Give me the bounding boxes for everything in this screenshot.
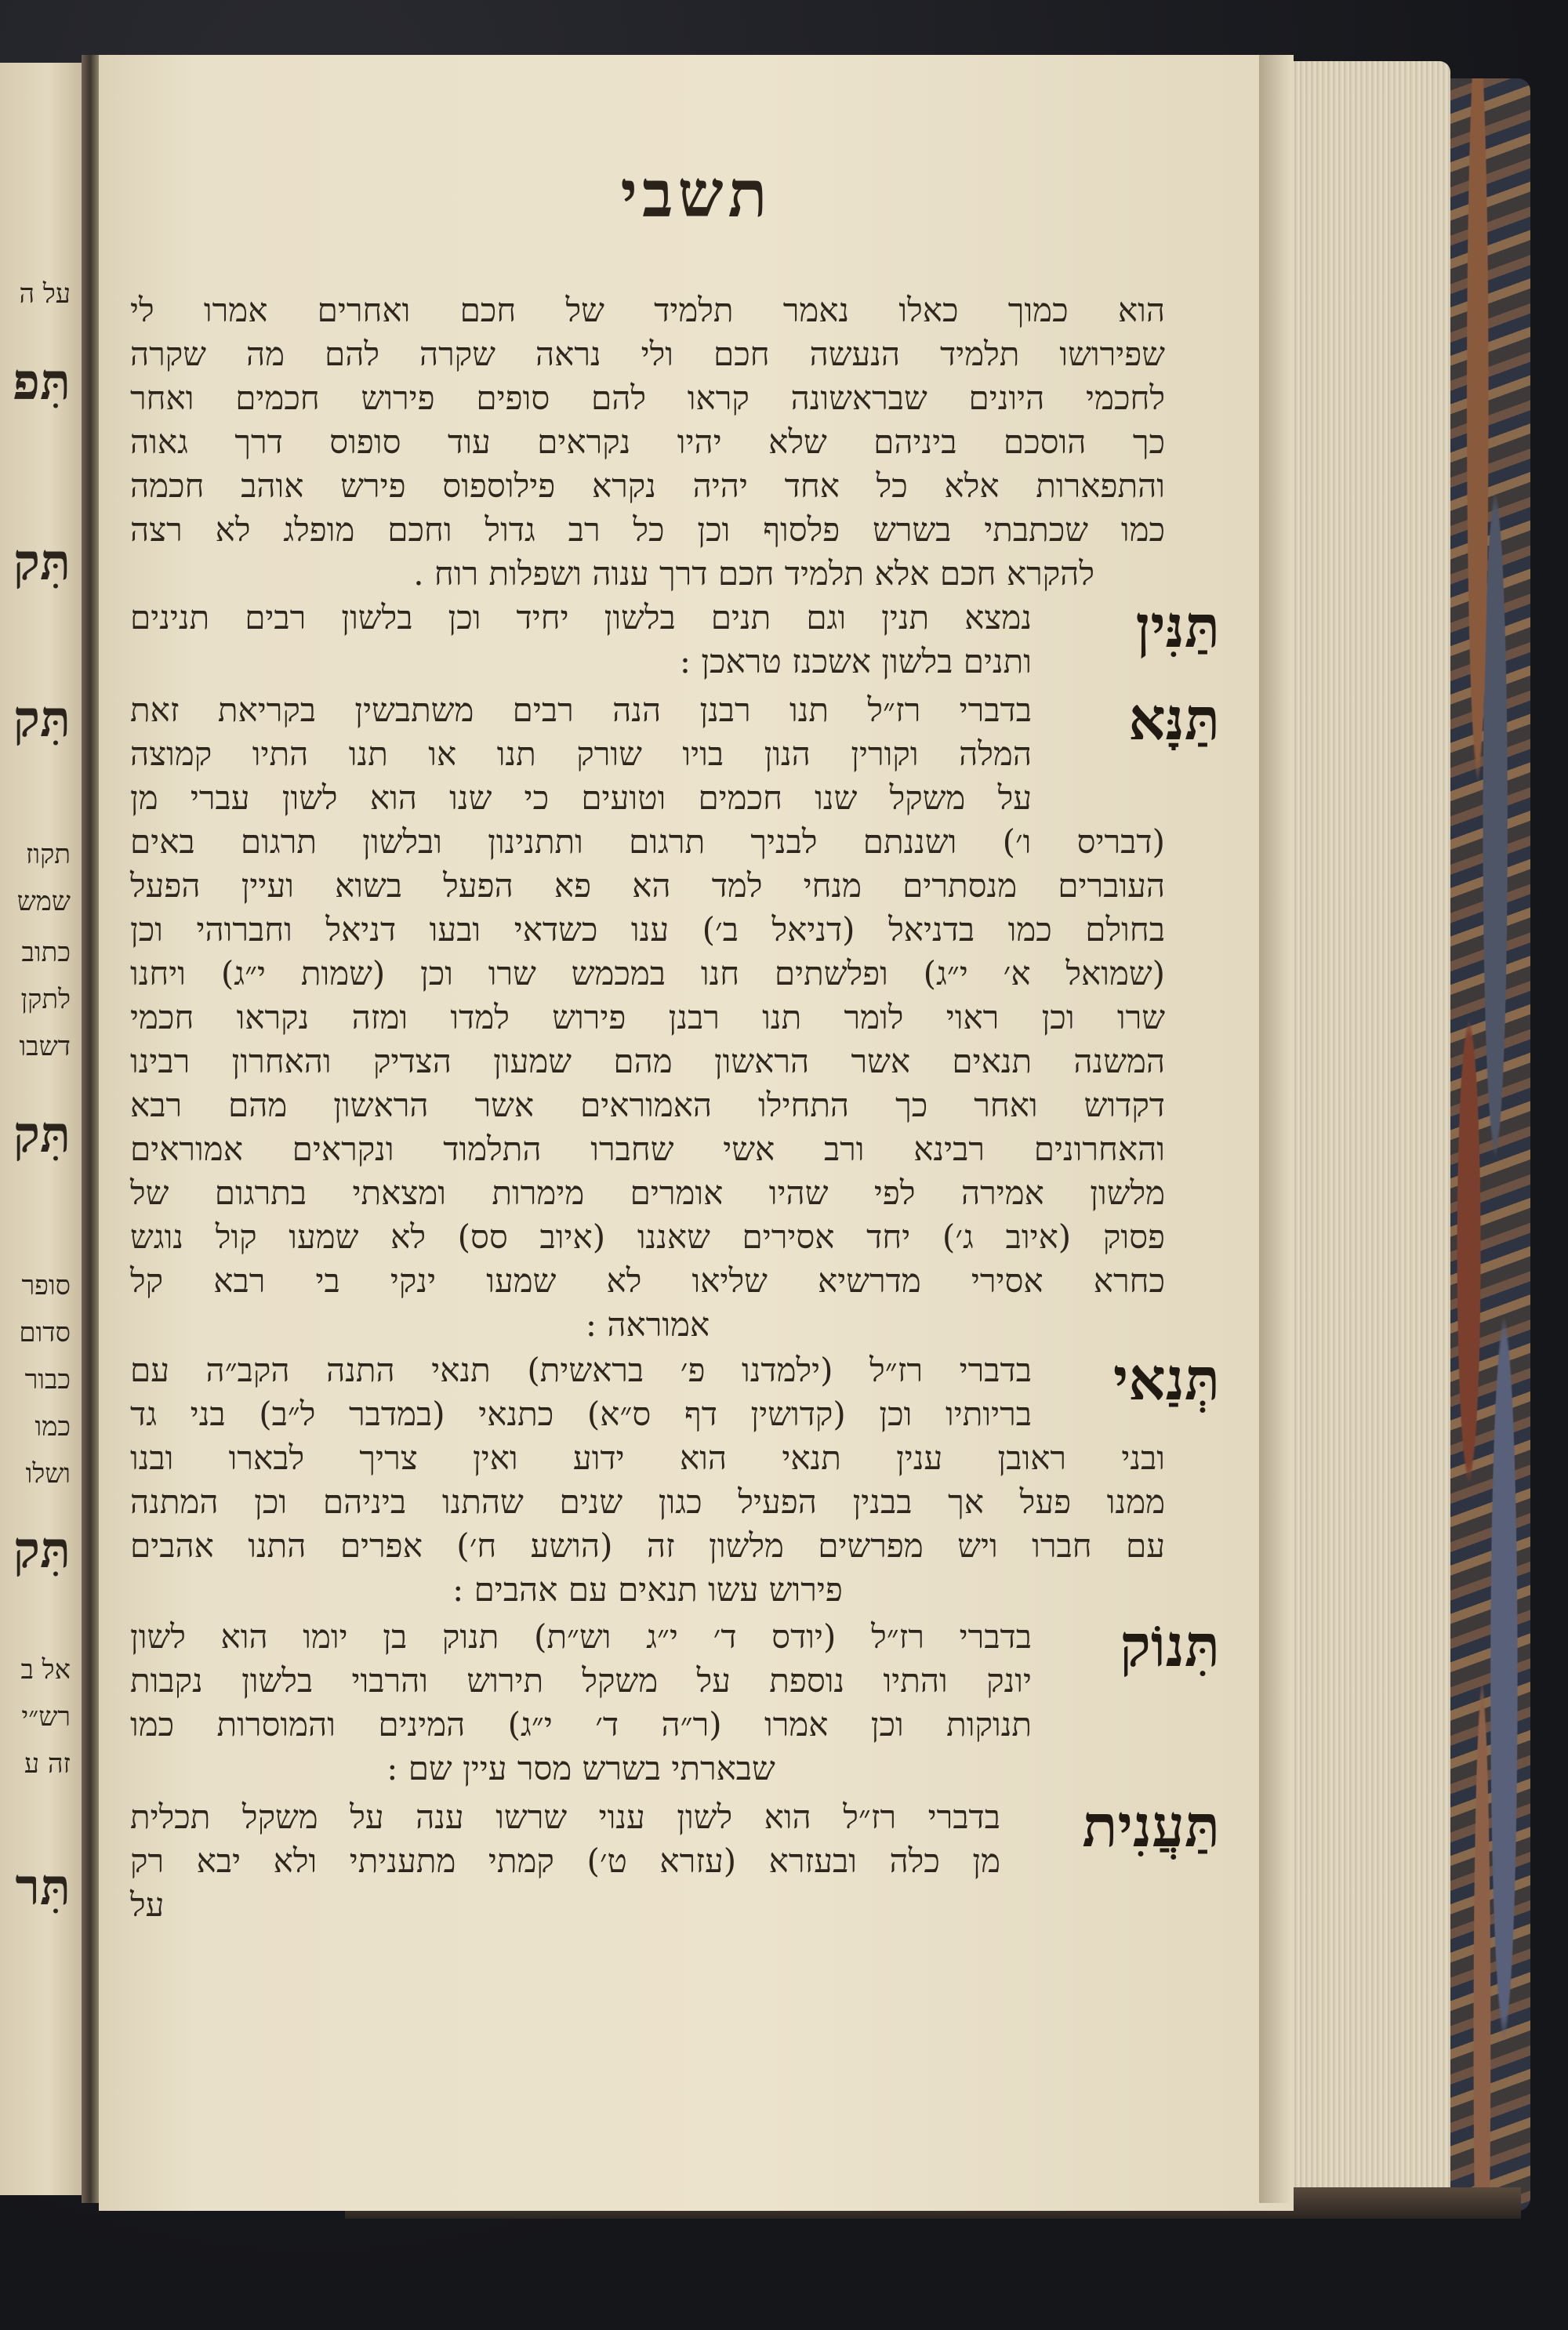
- text-line: ותנים בלשון אשכנז טראכן :: [679, 642, 1032, 680]
- facing-page-fragment: [0, 63, 86, 2195]
- running-head: תשבי: [620, 157, 772, 232]
- text-line: להקרא חכם אלא תלמיד חכם דרך ענוה ושפלות רוח .: [413, 554, 1094, 593]
- entry-headword: תַּנָּא: [1128, 686, 1220, 753]
- text-line: עם חברו ויש מפרשים מלשון זה (הושע ח׳) אפרים התנו אהבים: [130, 1526, 1165, 1565]
- entry-headword: תַּעֲנִית: [1082, 1793, 1220, 1860]
- facing-page-text: על ה: [19, 278, 71, 310]
- book-gutter: [82, 55, 99, 2203]
- text-line: אמוראה :: [585, 1305, 710, 1344]
- text-line: העוברים מנסתרים מנחי למד הא פא הפעל בשוא ועיין הפעל: [130, 866, 1165, 905]
- text-line: מן כלה ובעזרא (עזרא ט׳) קמתי מתעניתי ולא יבא רק: [130, 1842, 1000, 1880]
- page-edges: [1286, 61, 1450, 2209]
- entry-headword: תַּנִּין: [1135, 593, 1220, 661]
- text-line: על משקל שנו חכמים וטועים כי שנו הוא לשון עברי מן: [130, 778, 1032, 817]
- facing-page-text: אל ב: [20, 1654, 71, 1686]
- text-line: דקדוש ואחר כך התחילו האמוראים אשר הראשון מהם רבא: [130, 1086, 1165, 1124]
- entry-headword: תְּנַאי: [1112, 1346, 1220, 1414]
- facing-page-text: כתוב: [21, 937, 71, 968]
- facing-page-headword: תִּק: [13, 1105, 71, 1164]
- facing-page-headword: תִּק: [13, 690, 71, 749]
- text-line: תנוקות וכן אמרו (ר״ה ד׳ י״ג) המינים והמוסרות כמו: [130, 1705, 1032, 1744]
- entry-headword: תִּנוֹק: [1120, 1613, 1220, 1680]
- text-line: מלשון אמירה לפי שהיו אומרים מימרות ומצאתי בתרגום של: [130, 1174, 1165, 1212]
- book-page: [99, 55, 1294, 2211]
- marbled-cover: [1443, 78, 1530, 2211]
- text-line: בריותיו וכן (קדושין דף ס״א) כתנאי (במדבר ל״ב) בני גד: [130, 1395, 1032, 1433]
- text-line: הוא כמוך כאלו נאמר תלמיד של חכם ואחרים אמרו לי: [130, 291, 1165, 329]
- facing-page-text: סדום: [19, 1317, 71, 1348]
- text-line: בדברי רז״ל (ילמדנו פ׳ בראשית) תנאי התנה הקב״ה עם: [130, 1351, 1032, 1389]
- facing-page-headword: תִּפ: [13, 353, 71, 412]
- text-line: שבארתי בשרש מסר עיין שם :: [387, 1749, 775, 1787]
- facing-page-text: לתקן: [20, 984, 71, 1015]
- facing-page-headword: תִּק: [13, 1521, 71, 1580]
- text-line: שרו וכן ראוי לומר תנו רבנן פירוש למדו ומזה נקראו חכמי: [130, 998, 1165, 1036]
- text-line: (שמואל א׳ י״ג) ופלשתים חנו במכמש שרו וכן (שמות י״ג) ויחנו: [130, 954, 1165, 993]
- facing-page-text: זה ע: [24, 1748, 71, 1780]
- text-line: שפירושו תלמיד הנעשה חכם ולי נראה שקרה להם מה שקרה: [130, 335, 1165, 373]
- facing-page-text: תקוז: [25, 839, 71, 870]
- text-line: בדברי רז״ל הוא לשון ענוי שרשו ענה על משקל תכלית: [130, 1798, 1000, 1836]
- facing-page-text: כמו: [34, 1411, 71, 1443]
- text-line: נמצא תנין וגם תנים בלשון יחיד וכן בלשון רבים תנינים: [130, 598, 1032, 637]
- text-line: כך הוסכם ביניהם שלא יהיו נקראים עוד סופוס דרך גאוה: [130, 423, 1165, 461]
- facing-page-text: רש״י: [21, 1701, 71, 1733]
- facing-page-text: שמש: [16, 886, 71, 917]
- text-line: המלה וקורין הנון בויו שורק תנו או תנו התיו קמוצה: [130, 735, 1032, 773]
- text-line: כחרא אסירי מדרשיא שליאו לא שמעו ינקי בי רבא קל: [130, 1261, 1165, 1300]
- text-line: ובני ראובן ענין תנאי הוא ידוע ואין צריך לבארו ובנו: [130, 1439, 1165, 1477]
- text-line: המשנה תנאים אשר הראשון מהם שמעון הצדיק והאחרון רבינו: [130, 1042, 1165, 1080]
- facing-page-text: דשבו: [19, 1031, 71, 1062]
- facing-page-text: כבור: [24, 1364, 71, 1395]
- text-line: כמו שכתבתי בשרש פלסוף וכן כל רב גדול וחכם מופלג לא רצה: [130, 510, 1165, 549]
- text-line: פסוק (איוב ג׳) יחד אסירים שאננו (איוב סס) לא שמעו קול נוגש: [130, 1218, 1165, 1256]
- facing-page-text: ושלו: [25, 1458, 71, 1490]
- text-line: בחולם כמו בדניאל (דניאל ב׳) ענו כשדאי ובעו דניאל וחברוהי וכן: [130, 910, 1165, 949]
- text-line: (דבריס ו׳) ושננתם לבניך תרגום ותתנינון ובלשון תרגום באים: [130, 822, 1165, 861]
- page-curve-shadow: [1259, 55, 1290, 2203]
- facing-page-text: סופר: [21, 1270, 71, 1301]
- text-line: ממנו פעל אך בבנין הפעיל כגון שנים שהתנו ביניהם וכן המתנה: [130, 1483, 1165, 1521]
- facing-page-headword: תִּר: [15, 1858, 71, 1917]
- text-line: והתפארות אלא כל אחד יהיה נקרא פילוספוס פירש אוהב חכמה: [130, 466, 1165, 505]
- text-line: פירוש עשו תנאים עם אהבים :: [452, 1570, 843, 1609]
- text-line: והאחרונים רבינא ורב אשי שחברו התלמוד ונקראים אמוראים: [130, 1130, 1165, 1168]
- catchword: על: [130, 1885, 165, 1924]
- text-line: לחכמי היונים שבראשונה קראו להם סופים פירוש חכמים ואחר: [130, 379, 1165, 417]
- facing-page-headword: תִּק: [13, 533, 71, 592]
- text-line: בדברי רז״ל (יודס ד׳ י״ג וש״ת) תנוק בן יומו הוא לשון: [130, 1617, 1032, 1656]
- text-line: בדברי רז״ל תנו רבנן הנה רבים משתבשין בקריאת זאת: [130, 691, 1032, 729]
- text-line: יונק והתיו נוספת על משקל תירוש והרבוי בלשון נקבות: [130, 1661, 1032, 1700]
